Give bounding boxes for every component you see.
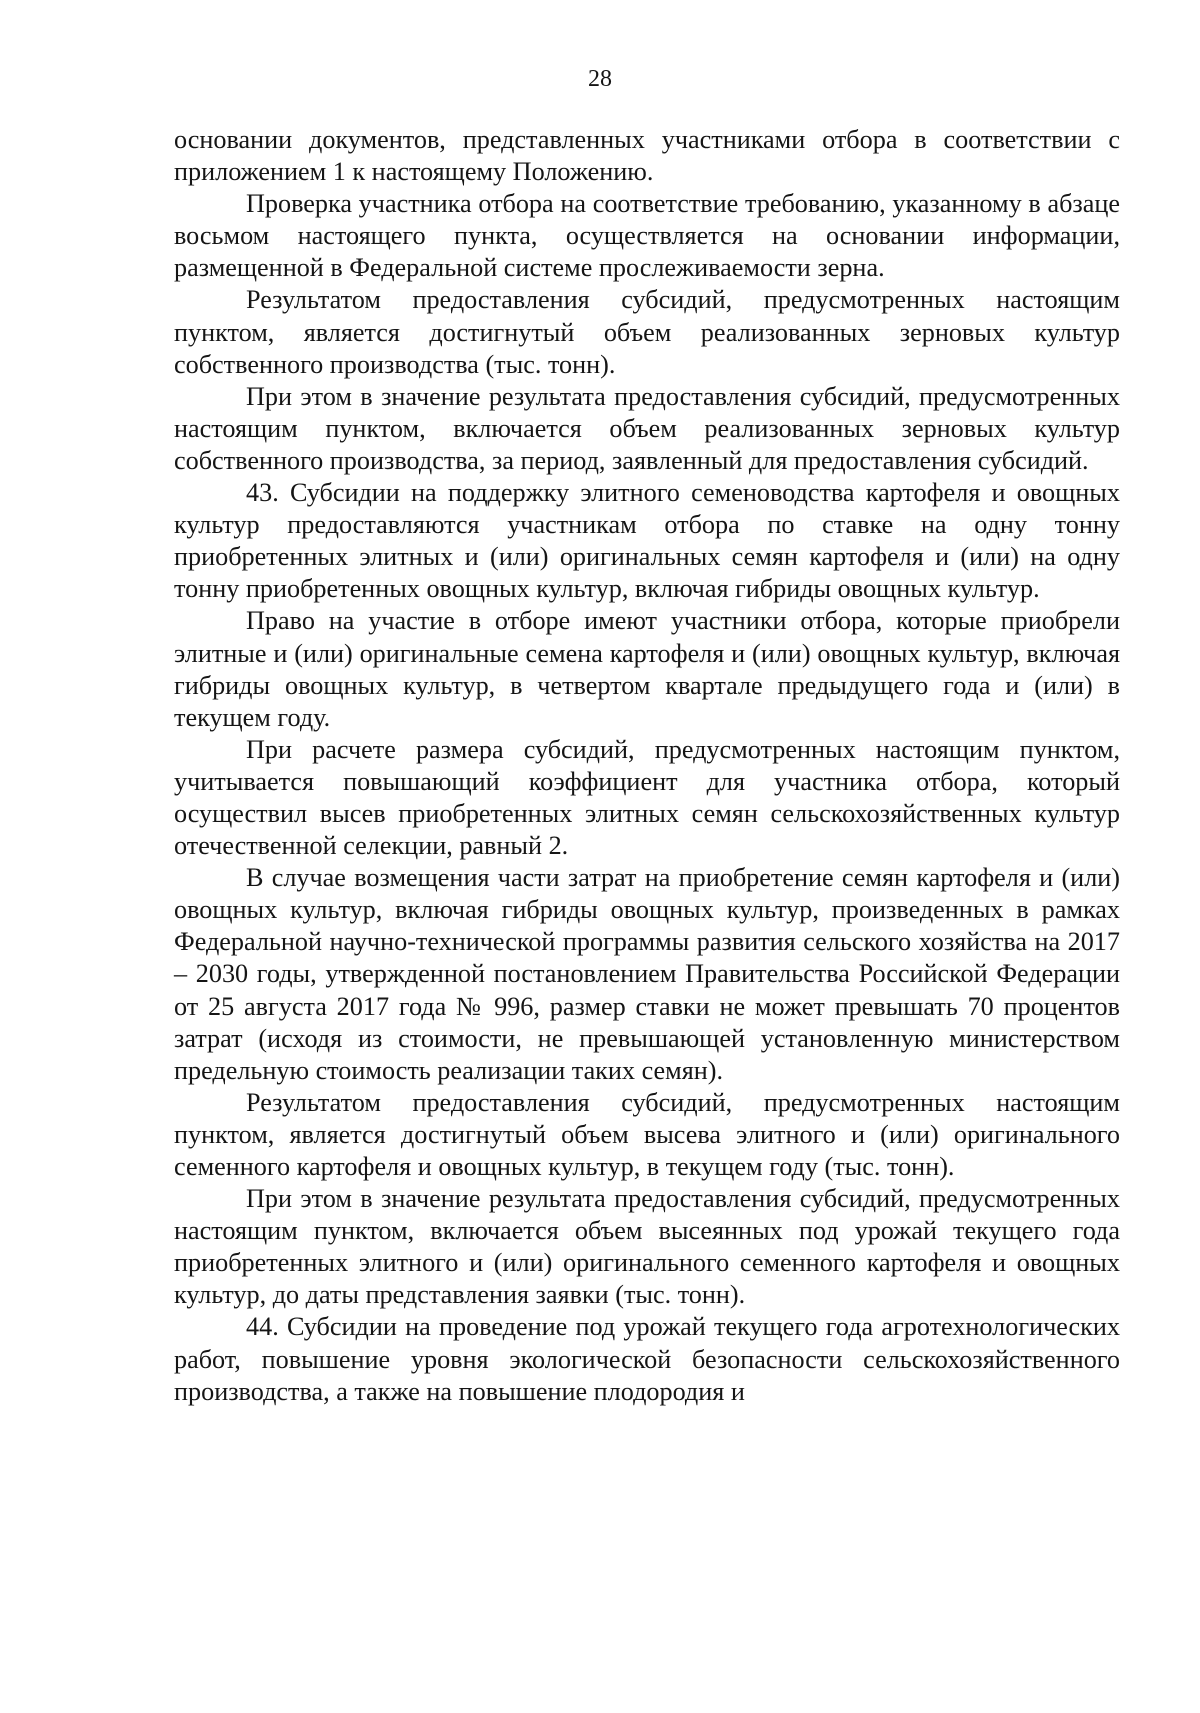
paragraph-result-grain-value: При этом в значение результата предоставления субсидий, предусмотренных настоящим пунктом, включается объем реализованных зерновых культур собственного производства, за период, заявленный для предоставления субсидий.: [174, 381, 1120, 475]
paragraph-item-43: 43. Субсидии на поддержку элитного семеноводства картофеля и овощных культур предоставляются участникам отбора по ставке на одну тонну приобретенных элитных и (или) оригинальных семян картофеля и (или) на одну тонну приобретенных овощных культур, включая гибриды овощных культур.: [174, 478, 1120, 604]
paragraph-compensation: В случае возмещения части затрат на приобретение семян картофеля и (или) овощных культур, включая гибриды овощных культур, произведенных в рамках Федеральной научно-технической программы развития сельского хозяйства на 2017 – 2030 годы, утвержденной постановлением Правительства Российской Федерации от 25 августа 2017 года № 996, размер ставки не может превышать 70 процентов затрат (исходя из стоимости, не превышающей установленную министерством предельную стоимость реализации таких семян).: [174, 863, 1120, 1085]
page-number: 28: [588, 66, 612, 92]
paragraph-participation-right: Право на участие в отборе имеют участники отбора, которые приобрели элитные и (или) оригинальные семена картофеля и (или) овощных культур, включая гибриды овощных культур, в четвертом квартале предыдущего года и (или) в текущем году.: [174, 606, 1120, 732]
paragraph-result-grain: Результатом предоставления субсидий, предусмотренных настоящим пунктом, является достигнутый объем реализованных зерновых культур собственного производства (тыс. тонн).: [174, 285, 1120, 379]
document-body: [174, 124, 1120, 1408]
paragraph-coefficient: При расчете размера субсидий, предусмотренных настоящим пунктом, учитывается повышающий коэффициент для участника отбора, который осуществил высев приобретенных элитных семян сельскохозяйственных культур отечественной селекции, равный 2.: [174, 734, 1120, 861]
paragraph-result-seeding-value: При этом в значение результата предоставления субсидий, предусмотренных настоящим пунктом, включается объем высеянных под урожай текущего года приобретенных элитного и (или) оригинального семенного картофеля и овощных культур, до даты представления заявки (тыс. тонн).: [174, 1184, 1120, 1310]
paragraph-item-44: 44. Субсидии на проведение под урожай текущего года агротехнологических работ, повышение уровня экологической безопасности сельскохозяйственного производства, а также на повышение плодородия и: [174, 1312, 1120, 1406]
paragraph-verification: Проверка участника отбора на соответствие требованию, указанному в абзаце восьмом настоящего пункта, осуществляется на основании информации, размещенной в Федеральной системе прослеживаемости зерна.: [174, 189, 1120, 283]
paragraph-result-seeding: Результатом предоставления субсидий, предусмотренных настоящим пунктом, является достигнутый объем высева элитного и (или) оригинального семенного картофеля и овощных культур, в текущем году (тыс. тонн).: [174, 1087, 1120, 1181]
paragraph-continuation: основании документов, представленных участниками отбора в соответствии с приложением 1 к настоящему Положению.: [174, 125, 1120, 187]
